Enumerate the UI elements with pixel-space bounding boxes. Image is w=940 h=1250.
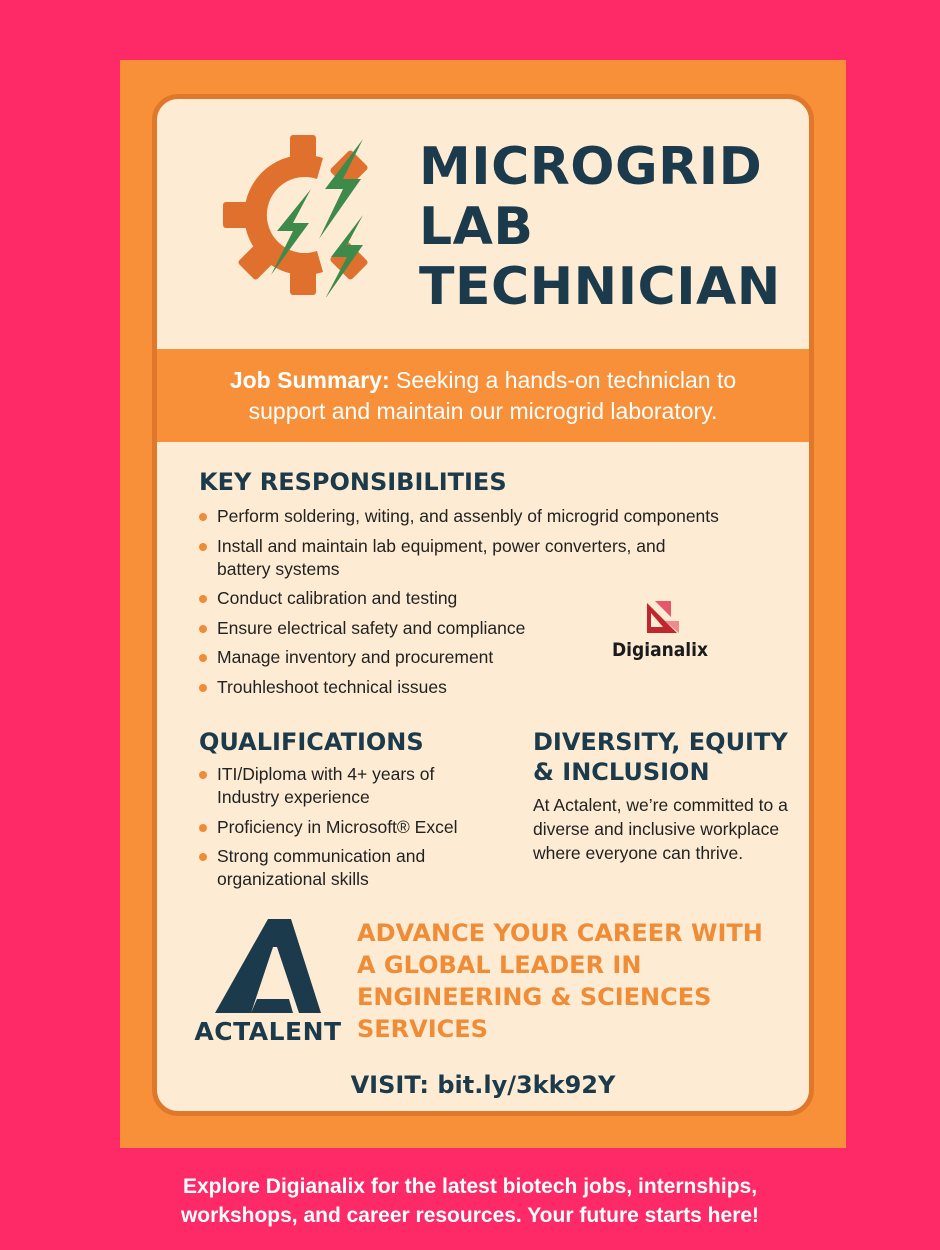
list-item: Install and maintain lab equipment, power converters, and battery systems [199, 535, 699, 581]
digianalix-logo [605, 599, 715, 669]
gear-lightning-icon [213, 127, 393, 297]
job-summary-text: Seeking a hands-on techniclan to [389, 367, 737, 393]
career-tagline-line: ENGINEERING & SCIENCES [357, 983, 712, 1011]
job-title-line: LAB [419, 197, 534, 257]
dei-heading-line: & INCLUSION [533, 758, 710, 786]
list-item: Manage inventory and procurement [199, 646, 789, 669]
job-title-line: MICROGRID [419, 137, 763, 197]
job-title-line: TECHNICIAN [419, 257, 781, 317]
list-item: ITI/Diploma with 4+ years of Industry experience [199, 763, 449, 809]
footer-promo [0, 1172, 940, 1230]
actalent-a-icon [193, 917, 343, 1017]
list-item: Conduct calibration and testing [199, 587, 789, 610]
career-tagline-line: ADVANCE YOUR CAREER WITH [357, 919, 763, 947]
career-tagline-line: A GLOBAL LEADER IN [357, 951, 642, 979]
actalent-wordmark: ACTALENT [194, 1017, 342, 1046]
visit-link[interactable]: VISIT: bit.ly/3kk92Y [350, 1071, 616, 1099]
career-tagline [357, 917, 797, 1045]
footer-line: workshops, and career resources. Your future starts here! [180, 1204, 760, 1227]
job-poster [120, 60, 846, 1148]
dei-heading-line: DIVERSITY, EQUITY [533, 728, 788, 756]
poster-header [157, 99, 809, 349]
job-summary [157, 349, 809, 442]
job-summary-text: support and maintain our microgrid laboratory. [248, 398, 718, 424]
digianalix-wordmark: Digianalix [611, 639, 709, 661]
list-item: Proficiency in Microsoft® Excel [199, 816, 499, 839]
list-item: Strong communication and organizational skills [199, 845, 449, 891]
digianalix-mark-icon [605, 599, 715, 639]
job-title [419, 137, 781, 317]
dei-heading [533, 727, 788, 787]
career-tagline-line: SERVICES [357, 1015, 488, 1043]
actalent-logo [193, 917, 343, 1049]
footer-line: Explore Digianalix for the latest biotech jobs, internships, [182, 1175, 758, 1198]
responsibilities-heading: KEY RESPONSIBILITIES [199, 468, 507, 496]
list-item: Trouhleshoot technical issues [199, 676, 789, 699]
poster-card [152, 94, 814, 1116]
qualifications-list [199, 763, 499, 898]
job-summary-label: Job Summary: [229, 367, 390, 393]
dei-statement: At Actalent, we’re committed to a diverse and inclusive workplace where everyone can thrive. [533, 795, 788, 863]
list-item: Ensure electrical safety and compliance [199, 617, 789, 640]
list-item: Perform soldering, witing, and assenbly of microgrid components [199, 505, 789, 528]
qualifications-heading: QUALIFICATIONS [199, 728, 424, 756]
